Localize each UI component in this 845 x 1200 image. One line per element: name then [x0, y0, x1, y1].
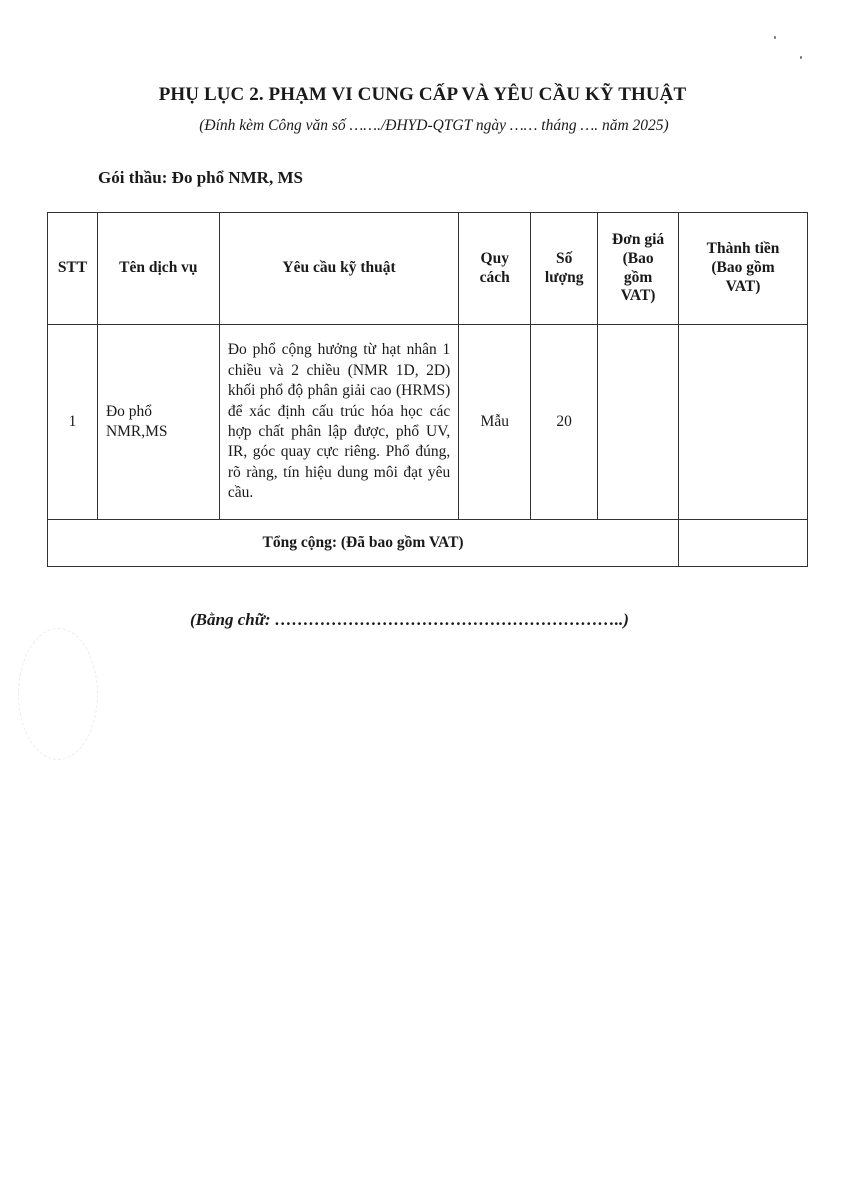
table-row — [48, 325, 808, 520]
amount-in-words: (Bằng chữ: ……………………………………………………..) — [190, 610, 629, 629]
cell-service-name — [97, 325, 219, 520]
header-technical-requirements: Yêu cầu kỹ thuật — [219, 213, 458, 325]
table-footer-row — [48, 520, 808, 567]
header-total-text: Thành tiền (Bao gồm VAT) — [706, 240, 780, 295]
footer-total-value — [679, 520, 808, 567]
header-stt: STT — [48, 213, 98, 325]
header-quantity-text: Số lượng — [544, 249, 584, 286]
header-unit-text: Quy cách — [479, 249, 510, 286]
cell-total — [679, 325, 808, 520]
header-unit-price-text: Đơn giá (Bao gồm VAT) — [612, 230, 665, 305]
cell-technical-requirements: Đo phổ cộng hưởng từ hạt nhân 1 chiều và 2 chiều (NMR 1D, 2D) khối phổ độ phân giải cao (HRMS) để xác định cấu trúc hóa học các hợp chất phân lập được, phổ UV, IR, góc quay cực riêng. Phổ đúng, rõ ràng, tín hiệu dung môi đạt yêu cầu. — [219, 325, 458, 520]
cell-unit: Mẫu — [459, 325, 531, 520]
document-subtitle: (Đính kèm Công văn số ……./ĐHYD-QTGT ngày …… tháng …. năm 2025) — [199, 117, 669, 134]
footer-total-label: Tổng cộng: (Đã bao gồm VAT) — [48, 520, 679, 567]
cell-quantity: 20 — [531, 325, 598, 520]
header-total — [679, 213, 808, 325]
cell-stt: 1 — [48, 325, 98, 520]
document-title: PHỤ LỤC 2. PHẠM VI CUNG CẤP VÀ YÊU CẦU KỸ THUẬT — [158, 84, 687, 105]
scan-speck — [800, 56, 802, 59]
cell-unit-price — [598, 325, 679, 520]
cell-service-name-text: Đo phổ NMR,MS — [105, 402, 168, 440]
header-unit — [459, 213, 531, 325]
scan-speck — [774, 36, 776, 39]
faint-stamp-mark — [18, 628, 98, 760]
table-header-row — [48, 213, 808, 325]
header-unit-price — [598, 213, 679, 325]
package-label: Gói thầu: Đo phổ NMR, MS — [98, 168, 303, 187]
header-quantity — [531, 213, 598, 325]
header-service-name: Tên dịch vụ — [97, 213, 219, 325]
specification-table — [47, 212, 808, 567]
